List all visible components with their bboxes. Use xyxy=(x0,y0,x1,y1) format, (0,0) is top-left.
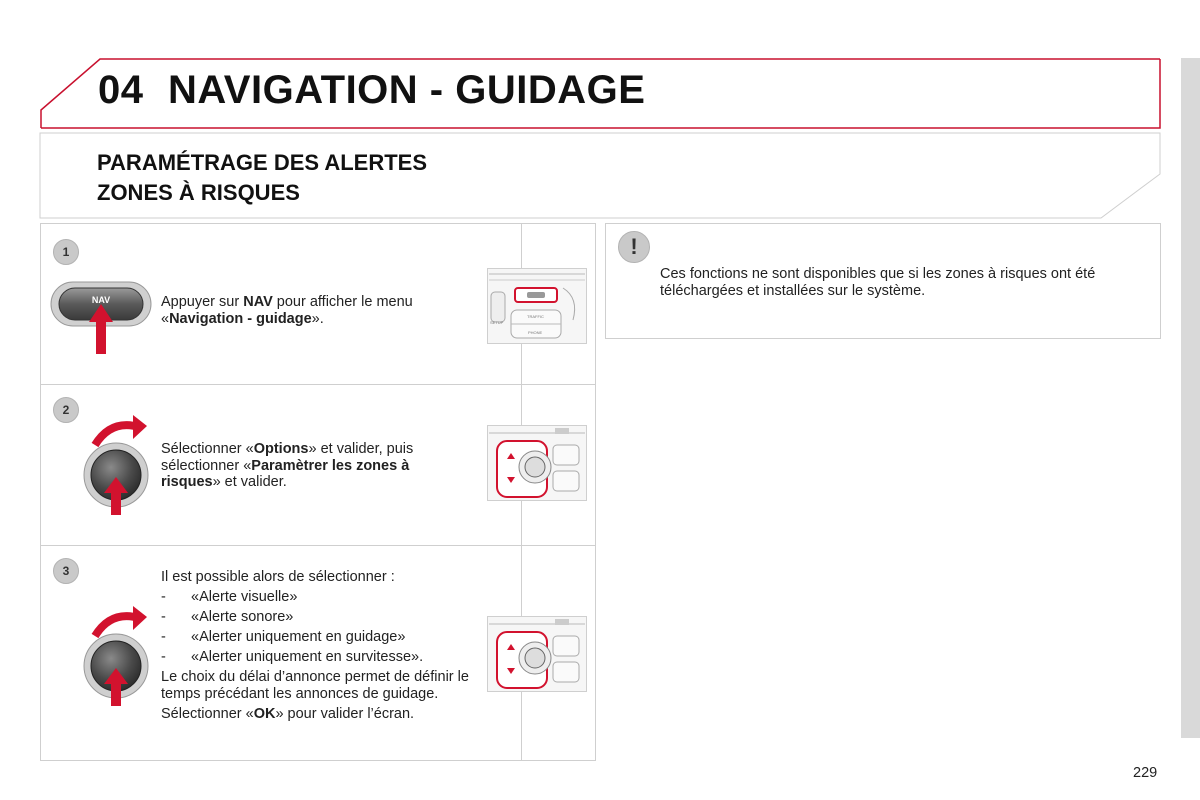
step-1-text-part: Appuyer sur xyxy=(161,294,244,310)
step-2-text-part: Sélectionner « xyxy=(161,441,254,457)
step-3-final-part: » pour valider l’écran. xyxy=(275,706,415,722)
panel-label-setup: SETUP xyxy=(490,320,504,325)
step-2-text xyxy=(161,441,451,491)
step-1-text xyxy=(161,294,451,327)
list-dash: - xyxy=(161,589,166,605)
nav-button-illustration xyxy=(49,276,159,358)
step-2-box xyxy=(40,384,596,546)
step-1-badge: 1 xyxy=(53,239,79,265)
option-item xyxy=(161,609,471,626)
step-3-box xyxy=(40,545,596,761)
chapter-title: NAVIGATION - GUIDAGE xyxy=(168,68,646,112)
control-panel-illustration-3 xyxy=(487,616,587,692)
step-1-box xyxy=(40,223,596,385)
step-3-final-part: Sélectionner « xyxy=(161,706,254,722)
option-label: «Alerte visuelle» xyxy=(191,589,298,605)
step-1-text-bold: Navigation - guidage xyxy=(169,310,312,327)
step-1-text-part: pour afficher le menu « xyxy=(161,294,413,327)
page-number: 229 xyxy=(1133,765,1158,781)
option-item xyxy=(161,629,471,646)
warning-text: Ces fonctions ne sont disponibles que si les zones à risques ont été téléchargées et installées sur le système. xyxy=(660,266,1096,299)
section-title-line-1: PARAMÉTRAGE DES ALERTES xyxy=(97,150,428,175)
option-label: «Alerter uniquement en survitesse». xyxy=(191,649,424,665)
control-panel-illustration-2 xyxy=(487,425,587,501)
step-3-final xyxy=(161,706,471,723)
warning-box xyxy=(605,223,1161,339)
option-label: «Alerte sonore» xyxy=(191,609,294,625)
panel-label-phone: PHONE xyxy=(528,330,543,335)
section-title xyxy=(97,148,427,208)
step-2-text-part: » et valider, puis sélectionner « xyxy=(161,441,414,474)
nav-button-label: NAV xyxy=(91,295,111,305)
rotary-knob-illustration-3 xyxy=(81,604,157,708)
step-3-intro: Il est possible alors de sélectionner : xyxy=(161,569,395,585)
step-2-text-bold: Options xyxy=(253,441,309,457)
list-dash: - xyxy=(161,609,166,625)
step-3-text xyxy=(161,569,471,723)
step-2-text-part: » et valider. xyxy=(212,474,287,490)
option-label: «Alerter uniquement en guidage» xyxy=(191,629,406,645)
option-item xyxy=(161,589,471,606)
control-panel-illustration-1 xyxy=(487,268,587,344)
step-2-badge: 2 xyxy=(53,397,79,423)
chapter-number: 04 xyxy=(98,68,144,112)
list-dash: - xyxy=(161,649,166,665)
step-3-note: Le choix du délai d’annonce permet de définir le temps précédant les annonces de guidage. xyxy=(161,669,469,702)
option-item xyxy=(161,649,471,666)
rotary-knob-illustration-2 xyxy=(81,413,157,517)
step-1-text-part: ». xyxy=(311,310,324,327)
step-3-badge: 3 xyxy=(53,558,79,584)
step-3-final-bold: OK xyxy=(253,706,276,722)
list-dash: - xyxy=(161,629,166,645)
page-side-bar xyxy=(1181,58,1200,738)
exclamation-icon: ! xyxy=(618,231,650,263)
step-2-text-bold: Paramètrer les zones à risques xyxy=(161,457,410,490)
section-title-line-2: ZONES À RISQUES xyxy=(97,180,300,205)
step-1-text-bold: NAV xyxy=(243,294,273,310)
panel-label-traffic: TRAFFIC xyxy=(527,314,544,319)
